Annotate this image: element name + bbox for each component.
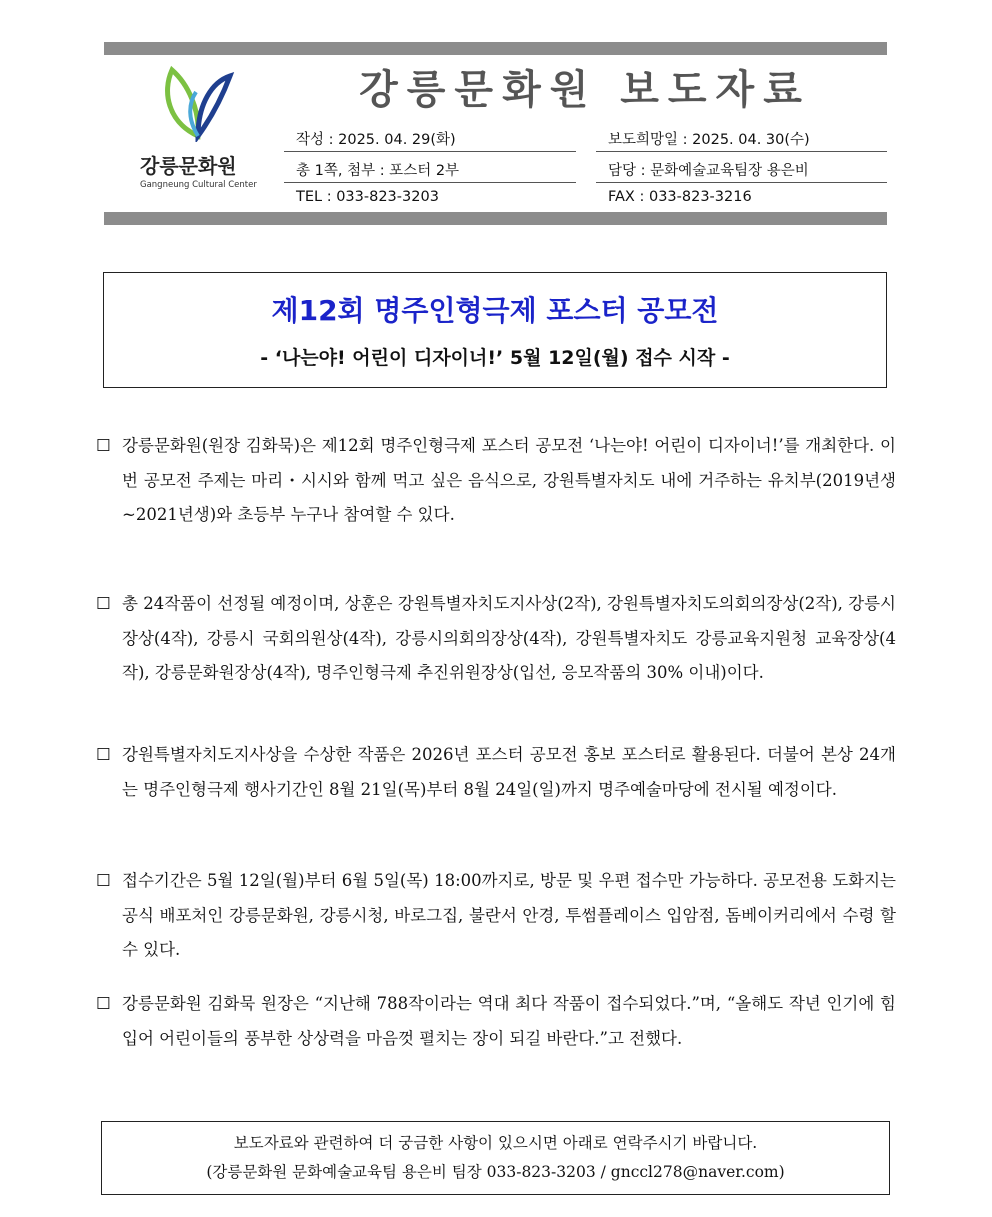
paragraph-text: 강릉문화원(원장 김화묵)은 제12회 명주인형극제 포스터 공모전 ‘나는야! 어린이 디자이너!’를 개최한다. 이번 공모전 주제는 마리・시시와 함께 먹고 싶은 음식으로, 강원특별자치도 내에 거주하는 유치부(2019년생~2021년생)와 초등부 누구나 참여할 수 있다. [122, 436, 896, 524]
tel-number: TEL : 033-823-3203 [296, 189, 439, 205]
checkbox-bullet-icon: ☐ [96, 994, 111, 1013]
checkbox-bullet-icon: ☐ [96, 871, 111, 890]
org-name: 강릉문화원 [140, 154, 237, 178]
header-bottom-bar [104, 212, 887, 225]
fax-number: FAX : 033-823-3216 [608, 189, 752, 205]
paragraph-text: 강릉문화원 김화묵 원장은 “지난해 788작이라는 역대 최다 작품이 접수되었다.”며, “올해도 작년 인기에 힘입어 어린이들의 풍부한 상상력을 마음껏 펼치는 장이 되길 바란다.”고 전했다. [122, 994, 896, 1048]
paragraph [96, 987, 896, 1056]
checkbox-bullet-icon: ☐ [96, 745, 111, 764]
page-count: 총 1쪽, 첨부 : 포스터 2부 [296, 163, 460, 179]
paragraph [96, 587, 896, 691]
checkbox-bullet-icon: ☐ [96, 436, 111, 455]
headline-box [103, 272, 887, 388]
written-date: 작성 : 2025. 04. 29(화) [296, 132, 456, 148]
release-date: 보도희망일 : 2025. 04. 30(수) [608, 132, 810, 148]
paragraph-text: 총 24작품이 선정될 예정이며, 상훈은 강원특별자치도지사상(2작), 강원특별자치도의회의장상(2작), 강릉시장상(4작), 강릉시 국회의원상(4작), 강릉시의회의장상(4작), 강원특별자치도 강릉교육지원청 교육장상(4작), 강릉문화원장상(4작), 명주인형극제 추진위원장상(입선, 응모작품의 30% 이내)이다. [122, 594, 896, 682]
paragraph [96, 864, 896, 968]
leaf-logo-icon [158, 62, 238, 142]
contact-person: 담당 : 문화예술교육팀장 용은비 [608, 163, 809, 179]
footer-contact: (강릉문화원 문화예술교육팀 용은비 팀장 033-823-3203 / gnccl278@naver.com) [206, 1163, 785, 1181]
paragraph-text: 강원특별자치도지사상을 수상한 작품은 2026년 포스터 공모전 홍보 포스터로 활용된다. 더불어 본상 24개는 명주인형극제 행사기간인 8월 21일(목)부터 8월 24일(일)까지 명주예술마당에 전시될 예정이다. [122, 745, 896, 799]
headline-title: 제12회 명주인형극제 포스터 공모전 [271, 294, 719, 327]
org-logo [120, 62, 270, 202]
info-divider [596, 182, 887, 183]
headline-subtitle: - ‘나는야! 어린이 디자이너!’ 5월 12일(월) 접수 시작 - [260, 347, 730, 369]
contact-footer-box [101, 1121, 890, 1195]
header-top-bar [104, 42, 887, 55]
paragraph [96, 738, 896, 807]
paragraph-text: 접수기간은 5월 12일(월)부터 6월 5일(목) 18:00까지로, 방문 및 우편 접수만 가능하다. 공모전용 도화지는 공식 배포처인 강릉문화원, 강릉시청, 바로그집, 불란서 안경, 투썸플레이스 입암점, 돔베이커리에서 수령 할 수 있다. [122, 871, 896, 959]
press-release-title: 강릉문화원 보도자료 [359, 67, 811, 113]
checkbox-bullet-icon: ☐ [96, 594, 111, 613]
footer-notice: 보도자료와 관련하여 더 궁금한 사항이 있으시면 아래로 연락주시기 바랍니다. [233, 1134, 758, 1152]
info-divider [284, 151, 576, 152]
info-divider [596, 151, 887, 152]
info-divider [284, 182, 576, 183]
org-name-en: Gangneung Cultural Center [140, 180, 257, 190]
paragraph [96, 429, 896, 533]
